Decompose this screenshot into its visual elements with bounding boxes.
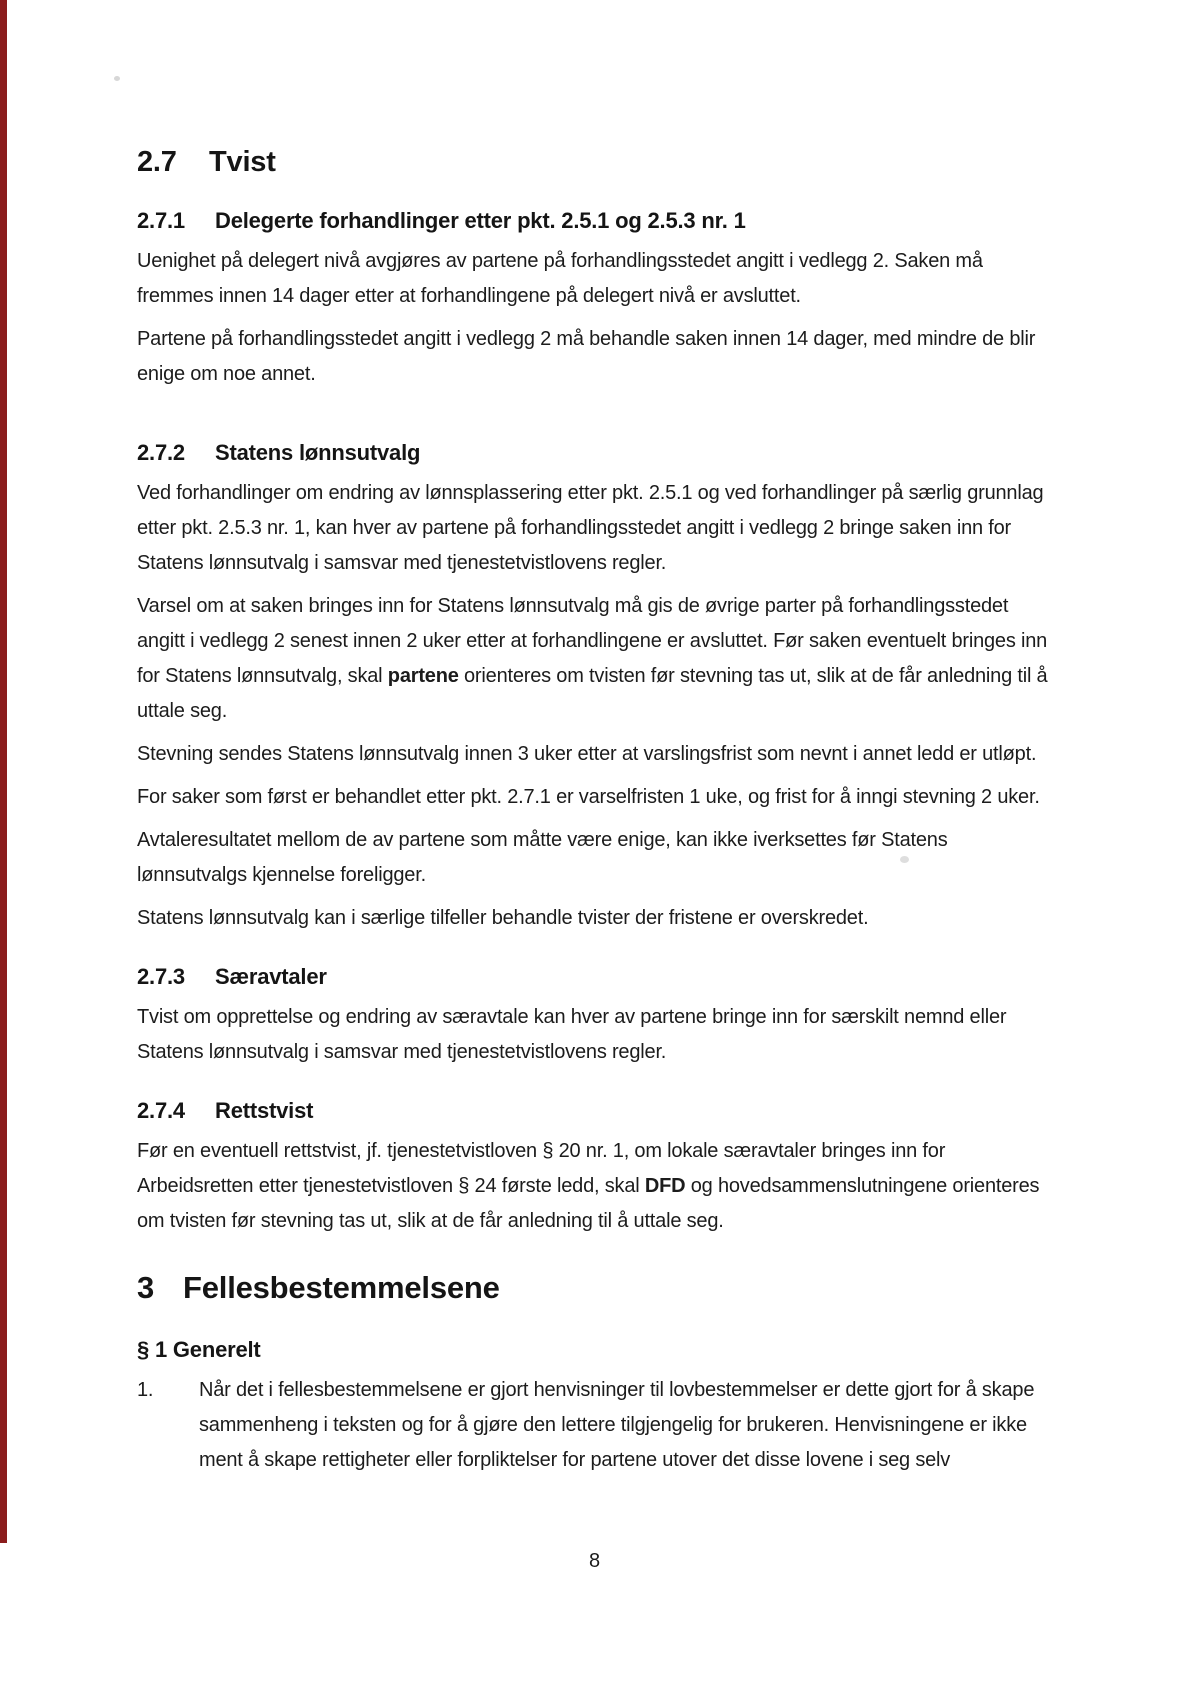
section-number: 2.7.3 [137,964,185,989]
numbered-list-item [137,1373,1052,1478]
page-number: 8 [589,1550,600,1572]
scan-margin-line [0,0,7,1543]
section-number: 2.7.4 [137,1098,185,1123]
list-item-text: Når det i fellesbestemmelsene er gjort henvisninger til lovbestemmelser er dette gjort for å skape sammenheng i teksten og for å gjøre den lettere tilgjengelig for brukeren. Henvisningene er ikke ment å skape rettigheter eller forpliktelser for partene utover det disse lovene i seg selv [199,1379,1035,1471]
paragraph [137,1134,1052,1239]
section-heading-2-7 [137,144,1052,180]
section-number: 2.7.2 [137,440,185,465]
section-heading-2-7-1 [137,208,1052,234]
paragraph: Tvist om opprettelse og endring av særavtale kan hver av partene bringe inn for særskilt nemnd eller Statens lønnsutvalg i samsvar med tjenestetvistlovens regler. [137,1006,1007,1063]
subsection-heading-paragraph-1: § 1 Generelt [137,1337,261,1362]
scan-speck [114,76,120,81]
section-number: 2.7 [137,146,177,178]
paragraph: Stevning sendes Statens lønnsutvalg innen 3 uker etter at varslingsfrist som nevnt i annet ledd er utløpt. [137,743,1037,765]
section-heading-2-7-4 [137,1098,1052,1124]
paragraph: Partene på forhandlingsstedet angitt i vedlegg 2 må behandle saken innen 14 dager, med mindre de blir enige om noe annet. [137,328,1036,385]
list-item-number: 1. [137,1379,154,1401]
section-heading-2-7-3 [137,964,1052,990]
section-title: Særavtaler [215,964,327,989]
section-heading-2-7-2 [137,440,1052,466]
paragraph-text: Før en eventuell rettstvist, jf. tjenestetvistloven § 20 nr. 1, om lokale særavtaler bringes inn for Arbeidsretten etter tjenestetvistloven § 24 første ledd, skal [137,1140,946,1197]
section-number: 3 [137,1270,155,1305]
section-title: Tvist [209,146,276,178]
paragraph: Avtaleresultatet mellom de av partene som måtte være enige, kan ikke iverksettes før Statens lønnsutvalgs kjennelse foreligger. [137,829,948,886]
emphasized-word: DFD [644,1175,686,1197]
paragraph-text: orienteres om tvisten før stevning tas ut, slik at de får anledning til å uttale seg. [137,665,1048,722]
emphasized-word: partene [387,665,459,687]
section-title: Rettstvist [215,1098,314,1123]
paragraph [137,589,1052,729]
paragraph: Ved forhandlinger om endring av lønnsplassering etter pkt. 2.5.1 og ved forhandlinger på særlig grunnlag etter pkt. 2.5.3 nr. 1, kan hver av partene på forhandlingsstedet angitt i vedlegg 2 bringe saken inn for Statens lønnsutvalg i samsvar med tjenestetvistlovens regler. [137,482,1044,574]
section-heading-3 [137,1267,1052,1309]
paragraph-text: Varsel om at saken bringes inn for Statens lønnsutvalg må gis de øvrige parter på forhandlingsstedet angitt i vedlegg 2 senest innen 2 uker etter at forhandlingene er avsluttet. Før saken eventuelt bringes inn for Statens lønnsutvalg, skal [137,595,1048,687]
paragraph: Uenighet på delegert nivå avgjøres av partene på forhandlingsstedet angitt i vedlegg 2. Saken må fremmes innen 14 dager etter at forhandlingene på delegert nivå er avsluttet. [137,250,983,307]
paragraph: For saker som først er behandlet etter pkt. 2.7.1 er varselfristen 1 uke, og frist for å inngi stevning 2 uker. [137,786,1040,808]
paragraph: Statens lønnsutvalg kan i særlige tilfeller behandle tvister der fristene er overskredet. [137,907,869,929]
document-content [137,0,1052,1478]
section-number: 2.7.1 [137,208,185,233]
paragraph-text: og hovedsammenslutningene orienteres om tvisten før stevning tas ut, slik at de får anledning til å uttale seg. [137,1175,1040,1232]
section-title: Delegerte forhandlinger etter pkt. 2.5.1 og 2.5.3 nr. 1 [215,208,746,233]
section-title: Fellesbestemmelsene [183,1270,500,1305]
section-title: Statens lønnsutvalg [215,440,421,465]
